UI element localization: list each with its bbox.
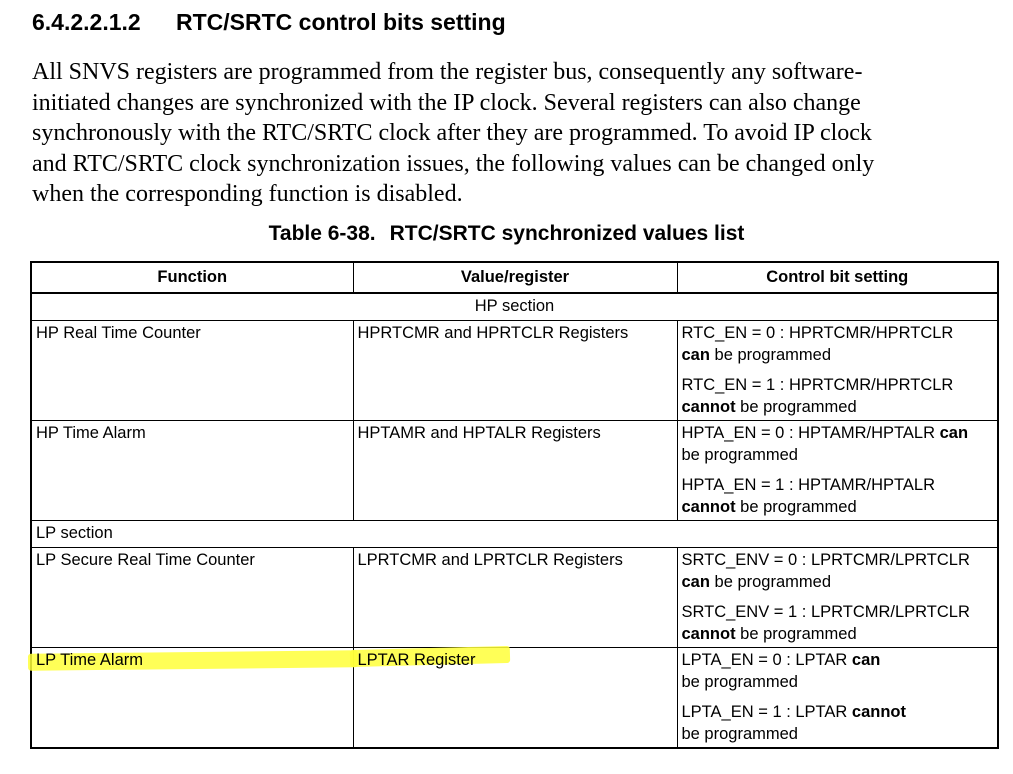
setting-enabled-1: HPTA_EN = 1 : HPTAMR/HPTALR cannot be programmed (681, 476, 936, 516)
table-row (31, 548, 998, 648)
setting-enabled-0: SRTC_ENV = 0 : LPRTCMR/LPRTCLR can be programmed (681, 551, 970, 591)
function-cell (31, 648, 353, 749)
table-caption-number: Table 6-38. (268, 222, 376, 245)
lp-section-label: LP section (31, 521, 998, 548)
setting-enabled-1: SRTC_ENV = 1 : LPRTCMR/LPRTCLR cannot be programmed (681, 603, 970, 643)
header-function: Function (31, 262, 353, 293)
section-title: RTC/SRTC control bits setting (176, 9, 506, 35)
synchronized-values-table (30, 261, 999, 749)
setting-enabled-0: LPTA_EN = 0 : LPTAR can be programmed (681, 651, 881, 691)
function-cell: HP Real Time Counter (31, 321, 353, 421)
section-number: 6.4.2.2.1.2 (32, 9, 141, 35)
function-cell: LP Secure Real Time Counter (31, 548, 353, 648)
function-label: LP Time Alarm (36, 651, 143, 669)
value-cell: LPRTCMR and LPRTCLR Registers (353, 548, 677, 648)
paragraph-line: synchronously with the RTC/SRTC clock after they are programmed. To avoid IP clock (32, 120, 872, 146)
hp-section-label: HP section (31, 293, 998, 321)
header-value-register: Value/register (353, 262, 677, 293)
paragraph-line: when the corresponding function is disabled. (32, 181, 463, 207)
setting-enabled-1: RTC_EN = 1 : HPRTCMR/HPRTCLR cannot be programmed (681, 376, 954, 416)
section-heading (32, 9, 506, 36)
lp-section-row (31, 521, 998, 548)
control-bit-cell (677, 421, 998, 521)
value-label: LPTAR Register (357, 651, 476, 669)
paragraph-line: and RTC/SRTC clock synchronization issues, the following values can be changed only (32, 150, 875, 177)
table-header-row (31, 262, 998, 293)
table-row (31, 321, 998, 421)
setting-enabled-0: RTC_EN = 0 : HPRTCMR/HPRTCLR can be programmed (681, 324, 954, 364)
setting-enabled-1: LPTA_EN = 1 : LPTAR cannot be programmed (681, 703, 907, 743)
paragraph-line: All SNVS registers are programmed from the register bus, consequently any software- (32, 59, 863, 85)
control-bit-cell (677, 648, 998, 749)
table-row (31, 421, 998, 521)
table-caption-title: RTC/SRTC synchronized values list (389, 222, 745, 245)
control-bit-cell (677, 548, 998, 648)
table-row (31, 648, 998, 749)
value-cell: HPRTCMR and HPRTCLR Registers (353, 321, 677, 421)
paragraph-line: initiated changes are synchronized with the IP clock. Several registers can also change (32, 89, 861, 116)
value-cell (353, 648, 677, 749)
control-bit-cell (677, 321, 998, 421)
table-caption (0, 222, 1013, 246)
intro-paragraph (32, 57, 992, 210)
function-cell: HP Time Alarm (31, 421, 353, 521)
header-control-bit-setting: Control bit setting (677, 262, 998, 293)
value-cell: HPTAMR and HPTALR Registers (353, 421, 677, 521)
hp-section-row (31, 293, 998, 321)
setting-enabled-0: HPTA_EN = 0 : HPTAMR/HPTALR can be programmed (681, 424, 969, 464)
